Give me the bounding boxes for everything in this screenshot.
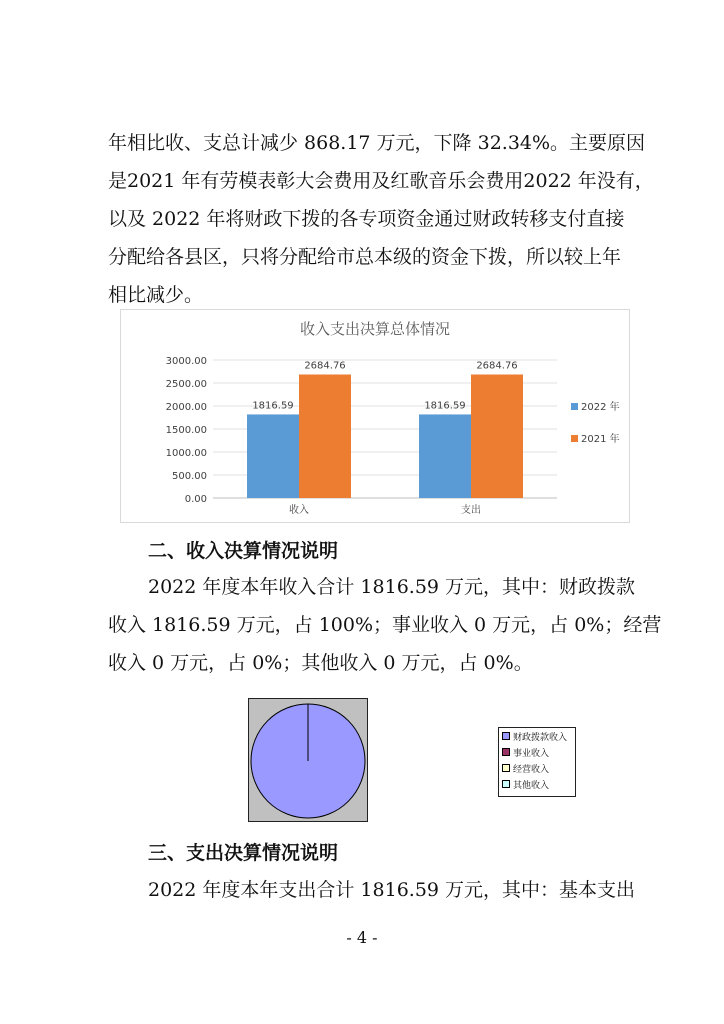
chart-title: 收入支出决算总体情况	[299, 320, 450, 338]
section3-line: 2022 年度本年支出合计 1816.59 万元，其中：基本支出	[148, 879, 636, 901]
data-label: 1816.59	[252, 400, 294, 412]
bar	[299, 375, 351, 498]
intro-line: 是2021 年有劳模表彰大会费用及红歌音乐会费用2022 年没有，	[108, 170, 654, 192]
pie-chart-svg	[249, 699, 367, 821]
data-label: 2684.76	[304, 360, 346, 372]
x-tick-label: 收入	[289, 505, 309, 516]
data-label: 2684.76	[476, 360, 518, 372]
y-tick-label: 500.00	[172, 471, 207, 482]
legend-item	[499, 728, 575, 744]
legend-swatch	[502, 732, 510, 740]
legend-item	[499, 776, 575, 792]
legend-label: 经营收入	[513, 764, 550, 775]
y-tick-label: 1500.00	[165, 425, 207, 436]
section2-line: 2022 年度本年收入合计 1816.59 万元，其中：财政拨款	[148, 576, 636, 598]
section2-heading: 二、收入决算情况说明	[148, 540, 339, 562]
x-tick-label: 支出	[461, 505, 481, 516]
y-tick-label: 3000.00	[165, 356, 207, 367]
page-number: - 4 -	[346, 928, 378, 947]
legend-item	[499, 760, 575, 776]
legend-swatch	[502, 748, 510, 756]
bar	[247, 414, 299, 498]
legend-item	[499, 744, 575, 760]
legend-swatch	[571, 435, 578, 442]
bar-chart	[120, 309, 630, 523]
section3-heading: 三、支出决算情况说明	[148, 842, 339, 864]
intro-line: 年相比收、支总计减少 868.17 万元，下降 32.34%。主要原因	[108, 132, 646, 154]
y-tick-label: 1000.00	[165, 448, 207, 459]
y-tick-label: 0.00	[184, 494, 207, 505]
section2-line: 收入 0 万元，占 0%；其他收入 0 万元，占 0%。	[108, 652, 533, 674]
pie-legend	[498, 727, 576, 797]
pie-chart	[248, 698, 368, 822]
legend-swatch	[502, 764, 510, 772]
section2-line: 收入 1816.59 万元，占 100%；事业收入 0 万元，占 0%；经营	[108, 614, 662, 636]
legend-label: 其他收入	[513, 780, 550, 791]
legend-swatch	[571, 403, 578, 410]
legend-label: 事业收入	[513, 748, 550, 759]
bar	[419, 414, 471, 498]
section3-paragraph	[108, 871, 636, 909]
intro-line: 相比减少。	[108, 284, 204, 306]
intro-line: 分配给各县区，只将分配给市总本级的资金下拨，所以较上年	[108, 246, 622, 268]
data-label: 1816.59	[424, 400, 466, 412]
bar	[471, 375, 523, 498]
legend-label: 2022 年	[581, 402, 620, 413]
y-tick-label: 2000.00	[165, 402, 207, 413]
bar-chart-svg	[121, 310, 629, 522]
intro-paragraph	[108, 124, 654, 314]
intro-line: 以及 2022 年将财政下拨的各专项资金通过财政转移支付直接	[108, 208, 625, 230]
y-tick-label: 2500.00	[165, 379, 207, 390]
legend-label: 财政拨款收入	[513, 732, 568, 743]
legend-swatch	[502, 780, 510, 788]
section2-paragraph	[108, 568, 662, 682]
legend-label: 2021 年	[581, 434, 620, 445]
